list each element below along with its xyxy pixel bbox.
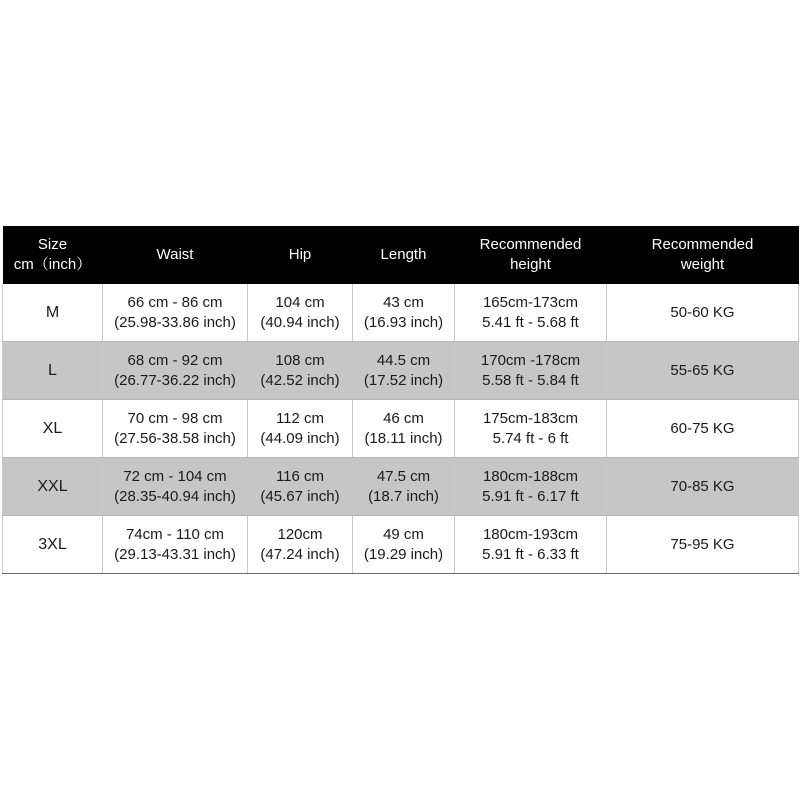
length-cell [353, 342, 455, 400]
length-cell [353, 284, 455, 342]
waist-cm: 72 cm - 104 cm [123, 467, 227, 485]
size-cell [3, 284, 103, 342]
waist-cell [103, 400, 248, 458]
waist-inch: (25.98-33.86 inch) [114, 313, 236, 331]
weight-value: 50-60 KG [670, 303, 735, 321]
header-weight-line2: weight [680, 256, 725, 273]
header-waist [103, 226, 248, 284]
length-cell [353, 458, 455, 516]
height-cell [455, 284, 607, 342]
size-label: XL [42, 419, 63, 437]
weight-cell [607, 458, 799, 516]
size-label: 3XL [38, 535, 67, 553]
waist-cell [103, 516, 248, 574]
weight-cell [607, 400, 799, 458]
weight-cell [607, 516, 799, 574]
length-cell [353, 400, 455, 458]
header-length [353, 226, 455, 284]
header-hip-label: Hip [288, 246, 312, 263]
hip-inch: (42.52 inch) [260, 371, 340, 389]
header-recommended-height [455, 226, 607, 284]
weight-cell [607, 342, 799, 400]
height-ft: 5.91 ft - 6.33 ft [482, 545, 579, 563]
header-hip [248, 226, 353, 284]
waist-cell [103, 458, 248, 516]
hip-inch: (47.24 inch) [260, 545, 340, 563]
waist-cell [103, 284, 248, 342]
table-row [3, 400, 799, 458]
height-cm: 180cm-193cm [482, 525, 579, 543]
size-cell [3, 458, 103, 516]
waist-cm: 70 cm - 98 cm [127, 409, 223, 427]
length-cell [353, 516, 455, 574]
waist-inch: (28.35-40.94 inch) [114, 487, 236, 505]
height-cm: 165cm-173cm [482, 293, 579, 311]
length-cm: 47.5 cm [376, 467, 431, 485]
header-weight-line1: Recommended [651, 236, 754, 253]
size-chart-body [3, 284, 799, 574]
hip-cell [248, 284, 353, 342]
weight-cell [607, 284, 799, 342]
header-row [3, 226, 799, 284]
length-cm: 46 cm [383, 409, 424, 427]
height-ft: 5.41 ft - 5.68 ft [482, 313, 579, 331]
height-cell [455, 342, 607, 400]
height-cm: 170cm -178cm [480, 351, 581, 369]
waist-inch: (27.56-38.58 inch) [114, 429, 236, 447]
weight-value: 55-65 KG [670, 361, 735, 379]
header-recommended-weight [607, 226, 799, 284]
header-size [3, 226, 103, 284]
waist-cm: 66 cm - 86 cm [127, 293, 223, 311]
waist-cm: 68 cm - 92 cm [127, 351, 223, 369]
length-inch: (17.52 inch) [363, 371, 444, 389]
hip-cell [248, 516, 353, 574]
length-cm: 49 cm [383, 525, 424, 543]
waist-inch: (29.13-43.31 inch) [114, 545, 236, 563]
height-cm: 175cm-183cm [482, 409, 579, 427]
header-waist-label: Waist [156, 246, 194, 263]
weight-value: 70-85 KG [670, 477, 735, 495]
header-length-label: Length [380, 246, 427, 263]
hip-cell [248, 342, 353, 400]
size-label: M [45, 303, 60, 321]
height-cm: 180cm-188cm [482, 467, 579, 485]
hip-inch: (40.94 inch) [260, 313, 340, 331]
length-inch: (18.11 inch) [364, 429, 443, 447]
weight-value: 60-75 KG [670, 419, 735, 437]
height-cell [455, 400, 607, 458]
table-row [3, 342, 799, 400]
header-height-line1: Recommended [479, 236, 582, 253]
weight-value: 75-95 KG [670, 535, 735, 553]
hip-cm: 120cm [277, 525, 323, 543]
header-height-line2: height [510, 256, 551, 273]
table-row [3, 284, 799, 342]
height-cell [455, 458, 607, 516]
waist-cm: 74cm - 110 cm [125, 525, 225, 543]
height-ft: 5.91 ft - 6.17 ft [482, 487, 579, 505]
table-row [3, 516, 799, 574]
hip-cm: 104 cm [275, 293, 325, 311]
header-size-line1: Size [37, 236, 68, 253]
hip-inch: (45.67 inch) [260, 487, 340, 505]
length-inch: (16.93 inch) [363, 313, 444, 331]
hip-cell [248, 400, 353, 458]
size-chart-header [3, 226, 799, 284]
size-chart-table [2, 226, 799, 574]
hip-cm: 116 cm [275, 467, 325, 485]
height-ft: 5.58 ft - 5.84 ft [482, 371, 579, 389]
waist-inch: (26.77-36.22 inch) [114, 371, 236, 389]
hip-cell [248, 458, 353, 516]
height-ft: 5.74 ft - 6 ft [492, 429, 569, 447]
table-row [3, 458, 799, 516]
size-cell [3, 342, 103, 400]
length-cm: 43 cm [383, 293, 424, 311]
length-cm: 44.5 cm [376, 351, 431, 369]
waist-cell [103, 342, 248, 400]
hip-inch: (44.09 inch) [260, 429, 340, 447]
length-inch: (19.29 inch) [363, 545, 444, 563]
header-size-line2: cm（inch） [13, 256, 92, 273]
size-cell [3, 400, 103, 458]
hip-cm: 112 cm [275, 409, 325, 427]
size-cell [3, 516, 103, 574]
hip-cm: 108 cm [275, 351, 325, 369]
size-label: XXL [37, 477, 68, 495]
size-label: L [48, 361, 57, 379]
length-inch: (18.7 inch) [368, 487, 439, 505]
height-cell [455, 516, 607, 574]
